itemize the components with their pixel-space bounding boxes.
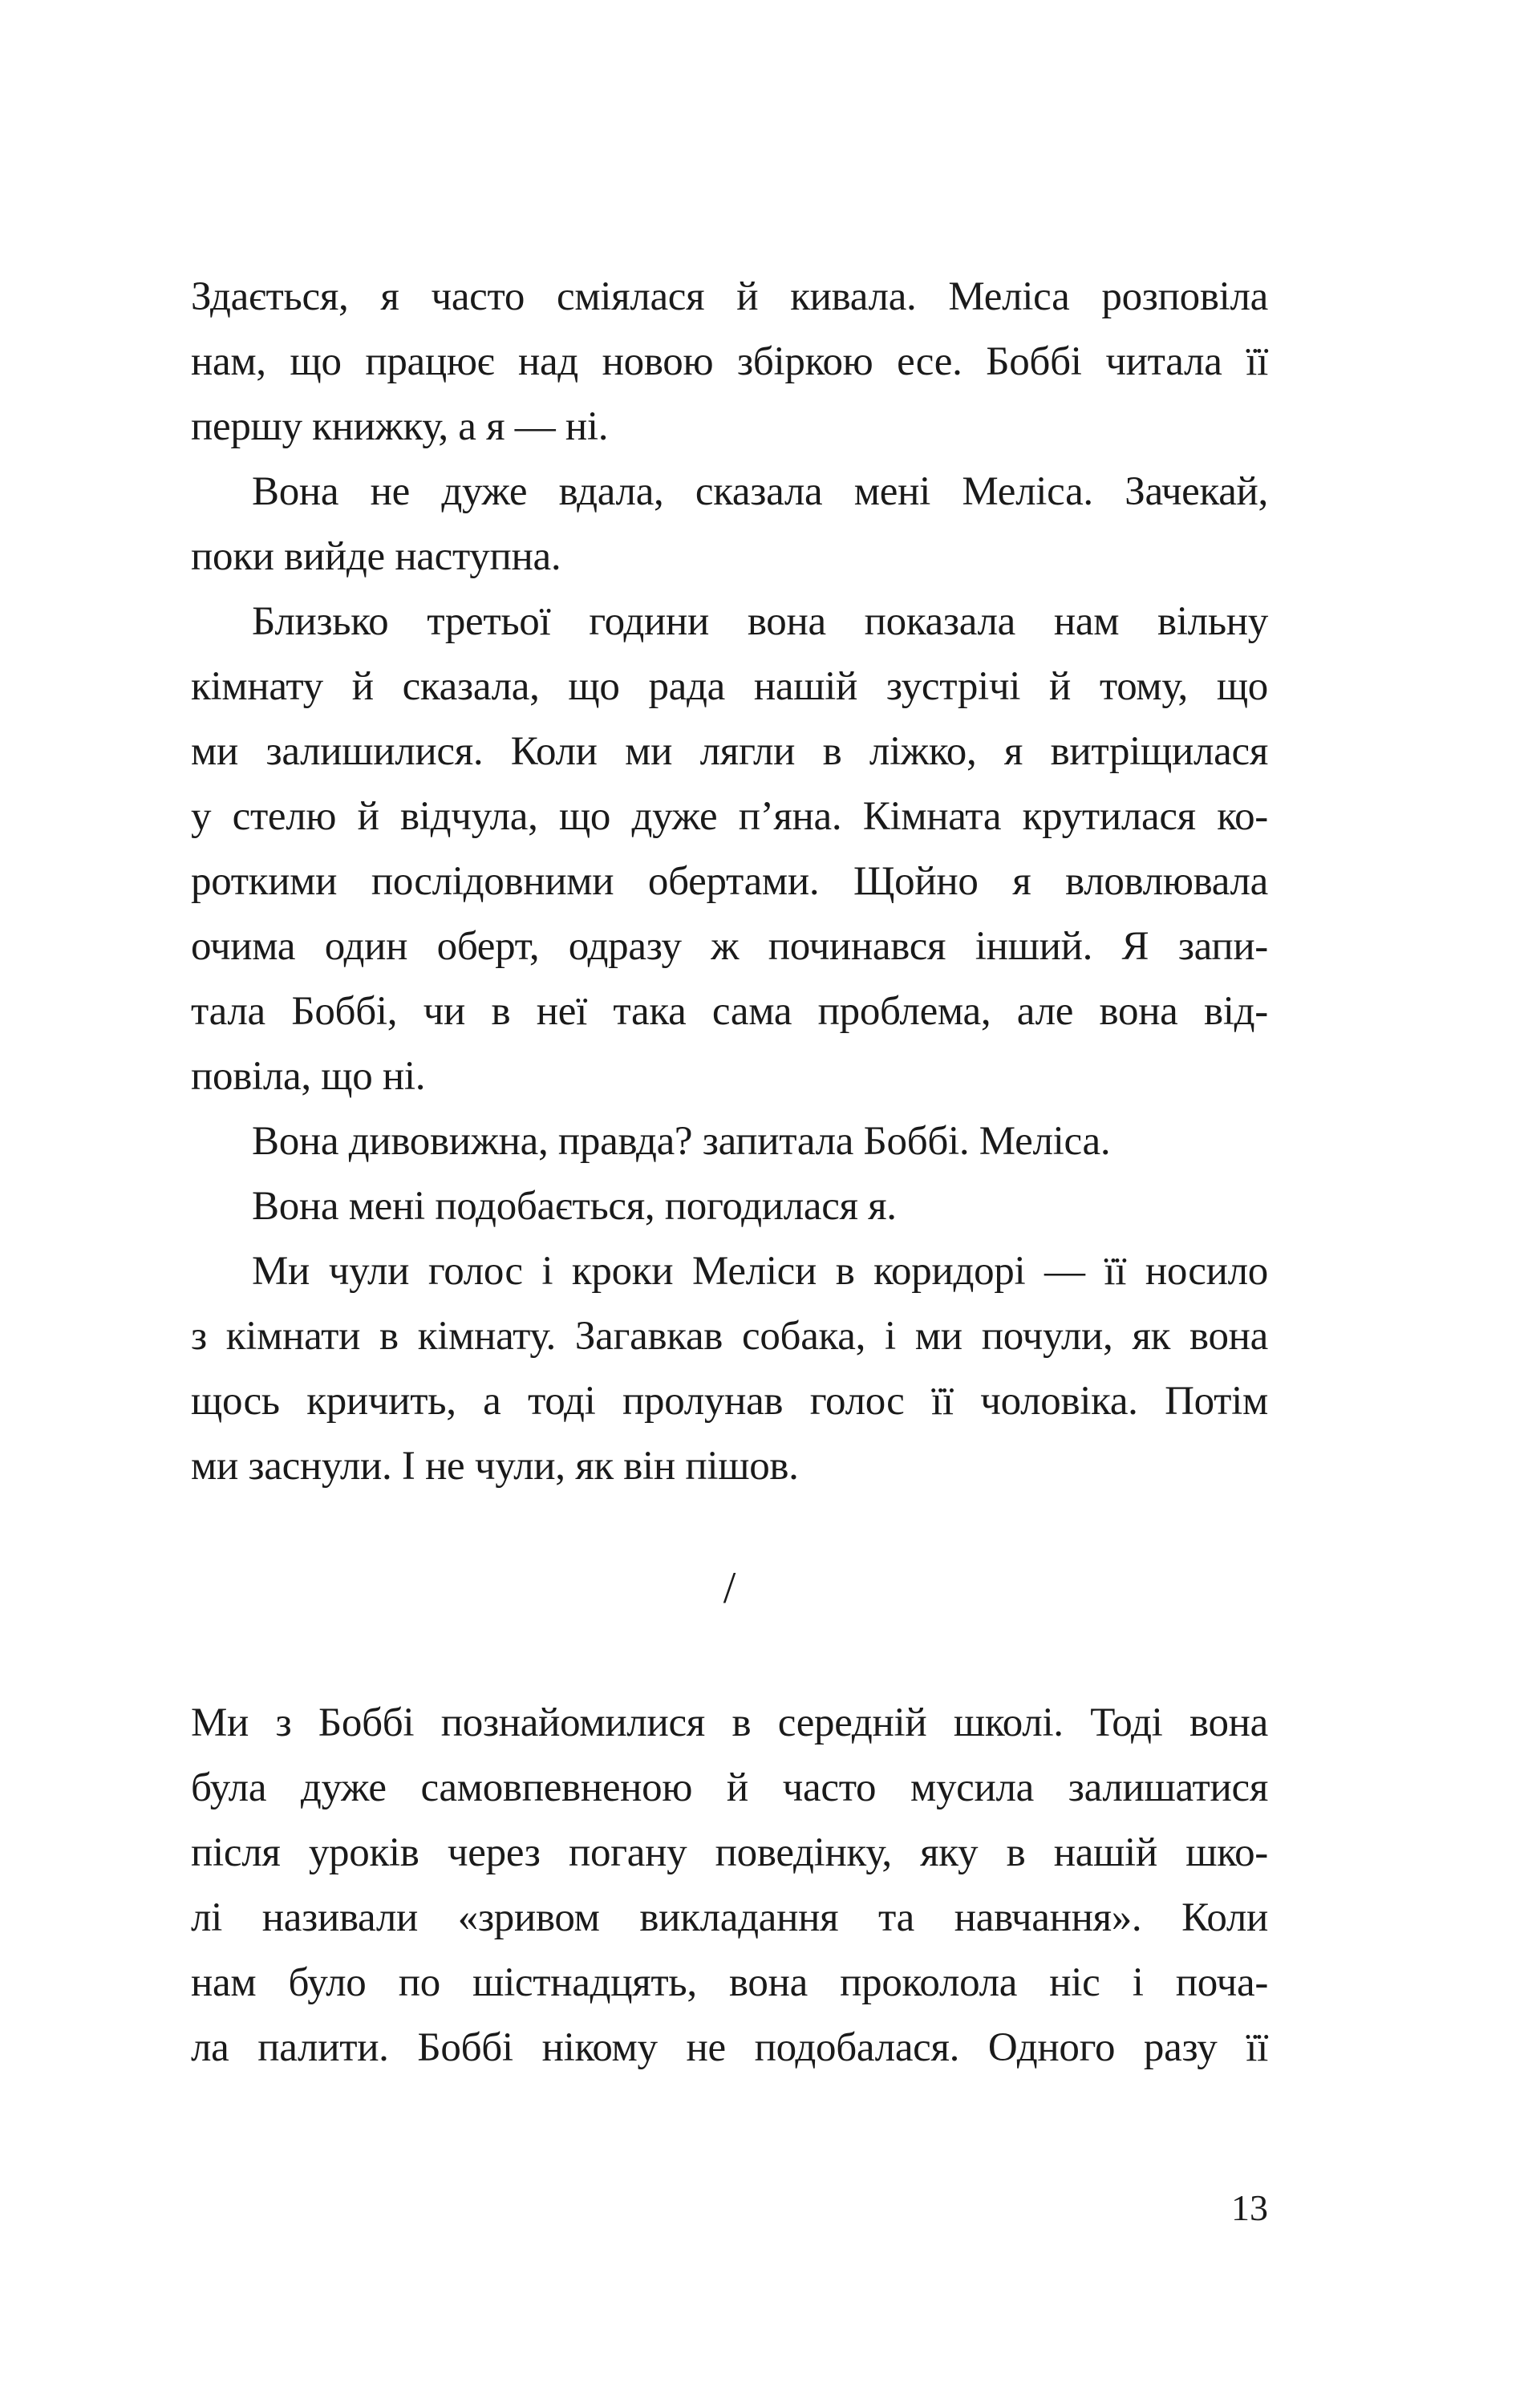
text-line: ми заснули. І не чули, як він пішов. <box>191 1444 799 1489</box>
paragraph <box>191 1691 1268 2081</box>
text-line: Здається, я часто сміялася й кивала. Меліса розповіла <box>191 274 1268 319</box>
text-line: щось кричить, а тоді пролунав голос її чоловіка. Потім <box>191 1379 1268 1424</box>
text-line: очима один оберт, одразу ж починався інший. Я запи- <box>191 924 1268 969</box>
text-line: була дуже самовпевненою й часто мусила залишатися <box>191 1765 1268 1810</box>
text-section-2 <box>191 1691 1268 2081</box>
text-line: Ми чули голос і кроки Меліси в коридорі — її носило <box>252 1249 1268 1294</box>
text-line: ла палити. Боббі нікому не подобалася. Одного разу її <box>191 2025 1268 2070</box>
page-number: 13 <box>1231 2187 1268 2228</box>
text-line: лі називали «зривом викладання та навчання». Коли <box>191 1895 1268 1940</box>
text-line: ми залишилися. Коли ми лягли в ліжко, я витріщилася <box>191 729 1268 774</box>
text-section-1 <box>191 265 1268 1499</box>
paragraph <box>191 1174 1268 1239</box>
text-line: роткими послідовними обертами. Щойно я вловлювала <box>191 859 1268 904</box>
text-line: Вона мені подобається, погодилася я. <box>252 1184 897 1229</box>
text-line: Вона дивовижна, правда? запитала Боббі. Меліса. <box>252 1119 1111 1164</box>
text-line: поки вийде наступна. <box>191 534 561 579</box>
paragraph <box>191 590 1268 1109</box>
text-line: нам було по шістнадцять, вона проколола ніс і поча- <box>191 1960 1268 2005</box>
paragraph <box>191 265 1268 460</box>
text-line: після уроків через погану поведінку, яку в нашій шко- <box>191 1830 1268 1875</box>
text-line: Ми з Боббі познайомилися в середній школі. Тоді вона <box>191 1700 1268 1745</box>
text-line: з кімнати в кімнату. Загавкав собака, і ми почули, як вона <box>191 1314 1268 1359</box>
paragraph <box>191 1109 1268 1174</box>
paragraph <box>191 460 1268 590</box>
paragraph <box>191 1239 1268 1499</box>
text-line: повіла, що ні. <box>191 1054 426 1099</box>
text-line: Близько третьої години вона показала нам вільну <box>252 599 1268 644</box>
text-line: у стелю й відчула, що дуже п’яна. Кімната крутилася ко- <box>191 794 1268 839</box>
text-line: тала Боббі, чи в неї така сама проблема, але вона від- <box>191 989 1268 1034</box>
text-line: першу книжку, а я — ні. <box>191 404 609 449</box>
text-line: нам, що працює над новою збіркою есе. Боббі читала її <box>191 339 1268 384</box>
text-line: Вона не дуже вдала, сказала мені Меліса. Зачекай, <box>252 469 1268 514</box>
text-line: кімнату й сказала, що рада нашій зустрічі й тому, що <box>191 664 1268 709</box>
